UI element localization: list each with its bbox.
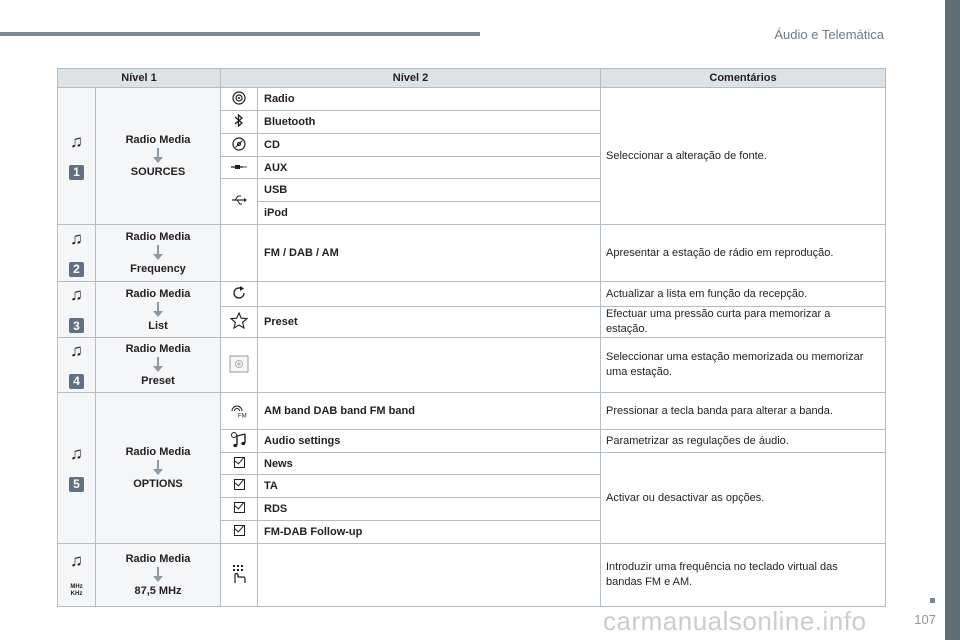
audio-settings-icon — [221, 430, 258, 453]
level1-title: Radio Media — [125, 231, 191, 243]
music-note-icon: ♫ — [70, 228, 83, 248]
level2-label: iPod — [258, 202, 601, 225]
group-4-level1 — [96, 338, 221, 393]
level2-label: USB — [258, 179, 601, 202]
comment: Seleccionar a alteração de fonte. — [601, 88, 886, 225]
col-header-level1: Nível 1 — [58, 69, 221, 88]
mhz-khz-icon: MHz KHz — [70, 584, 83, 597]
level1-title: Radio Media — [125, 553, 191, 565]
comment: Apresentar a estação de rádio em reprodução. — [601, 225, 886, 282]
down-arrow-icon — [153, 245, 163, 261]
comment: Actualizar a lista em função da recepção. — [601, 282, 886, 307]
group-2-icon-cell — [58, 225, 96, 282]
refresh-icon — [221, 282, 258, 307]
badge-2: 2 — [69, 262, 84, 277]
radio-icon — [221, 88, 258, 111]
page-number: 107 — [914, 612, 936, 627]
group-5-icon-cell — [58, 393, 96, 544]
level1-title: Radio Media — [125, 343, 191, 355]
level2-label: Audio settings — [258, 430, 601, 453]
group-6-icon-cell — [58, 544, 96, 607]
comment: Parametrizar as regulações de áudio. — [601, 430, 886, 453]
level2-label — [258, 282, 601, 307]
level2-label: FM / DAB / AM — [258, 225, 601, 282]
group-1-level1 — [96, 88, 221, 225]
group-2-level1 — [96, 225, 221, 282]
comment: Efectuar uma pressão curta para memorizar a estação. — [601, 307, 886, 338]
badge-4: 4 — [69, 374, 84, 389]
level1-sub: Frequency — [130, 263, 186, 275]
comment: Pressionar a tecla banda para alterar a banda. — [601, 393, 886, 430]
level2-label: RDS — [258, 498, 601, 521]
comment: Seleccionar uma estação memorizada ou memorizar uma estação. — [601, 338, 886, 393]
comment: Activar ou desactivar as opções. — [601, 453, 886, 544]
level1-sub: 87,5 MHz — [134, 585, 182, 597]
keypad-icon — [221, 544, 258, 607]
badge-5: 5 — [69, 477, 84, 492]
cd-icon — [221, 134, 258, 157]
level2-label: FM-DAB Follow-up — [258, 521, 601, 544]
level1-title: Radio Media — [125, 287, 191, 300]
down-arrow-icon — [153, 460, 163, 476]
comment: Introduzir uma frequência no teclado virtual das bandas FM e AM. — [601, 544, 886, 607]
group-3-level1 — [96, 282, 221, 338]
checkbox-icon — [221, 453, 258, 475]
band-icon — [221, 393, 258, 430]
down-arrow-icon — [153, 302, 163, 318]
down-arrow-icon — [153, 357, 163, 373]
music-note-icon: ♫ — [70, 443, 83, 463]
level2-label: AUX — [258, 157, 601, 179]
level1-sub: List — [148, 319, 168, 332]
level2-label: News — [258, 453, 601, 475]
level2-label: Radio — [258, 88, 601, 111]
level1-title: Radio Media — [125, 446, 191, 458]
section-title: Áudio e Telemática — [774, 27, 884, 42]
checkbox-icon — [221, 475, 258, 498]
checkbox-icon — [221, 498, 258, 521]
group-3-icon-cell — [58, 282, 96, 338]
group-1-icon-cell — [58, 88, 96, 225]
star-icon — [221, 307, 258, 338]
menu-table — [57, 68, 886, 607]
music-note-icon: ♫ — [70, 285, 83, 304]
usb-icon — [221, 179, 258, 225]
music-note-icon: ♫ — [70, 340, 83, 360]
level2-label — [258, 338, 601, 393]
watermark: carmanualsonline.info — [603, 606, 867, 636]
group-6-level1 — [96, 544, 221, 607]
level1-sub: SOURCES — [130, 166, 186, 178]
level1-sub: OPTIONS — [133, 478, 183, 490]
empty-icon-cell — [221, 225, 258, 282]
level2-label: TA — [258, 475, 601, 498]
side-strip — [945, 0, 960, 640]
down-arrow-icon — [153, 148, 163, 164]
page-marker — [930, 598, 935, 603]
checkbox-icon — [221, 521, 258, 544]
preset-icon — [221, 338, 258, 393]
svg-text:FM: FM — [238, 413, 247, 418]
down-arrow-icon — [153, 567, 163, 583]
level2-label — [258, 544, 601, 607]
header-rule — [0, 32, 480, 36]
aux-icon — [221, 157, 258, 179]
music-note-icon: ♫ — [70, 131, 83, 151]
badge-3: 3 — [69, 318, 84, 333]
level1-sub: Preset — [141, 375, 175, 387]
level2-label: Preset — [258, 307, 601, 338]
level2-label: CD — [258, 134, 601, 157]
badge-1: 1 — [69, 165, 84, 180]
level2-label: Bluetooth — [258, 111, 601, 134]
level2-label: AM band DAB band FM band — [258, 393, 601, 430]
col-header-level2: Nível 2 — [221, 69, 601, 88]
col-header-comments: Comentários — [601, 69, 886, 88]
group-5-level1 — [96, 393, 221, 544]
music-note-icon: ♫ — [70, 551, 83, 570]
bluetooth-icon — [221, 111, 258, 134]
level1-title: Radio Media — [125, 134, 191, 146]
group-4-icon-cell — [58, 338, 96, 393]
